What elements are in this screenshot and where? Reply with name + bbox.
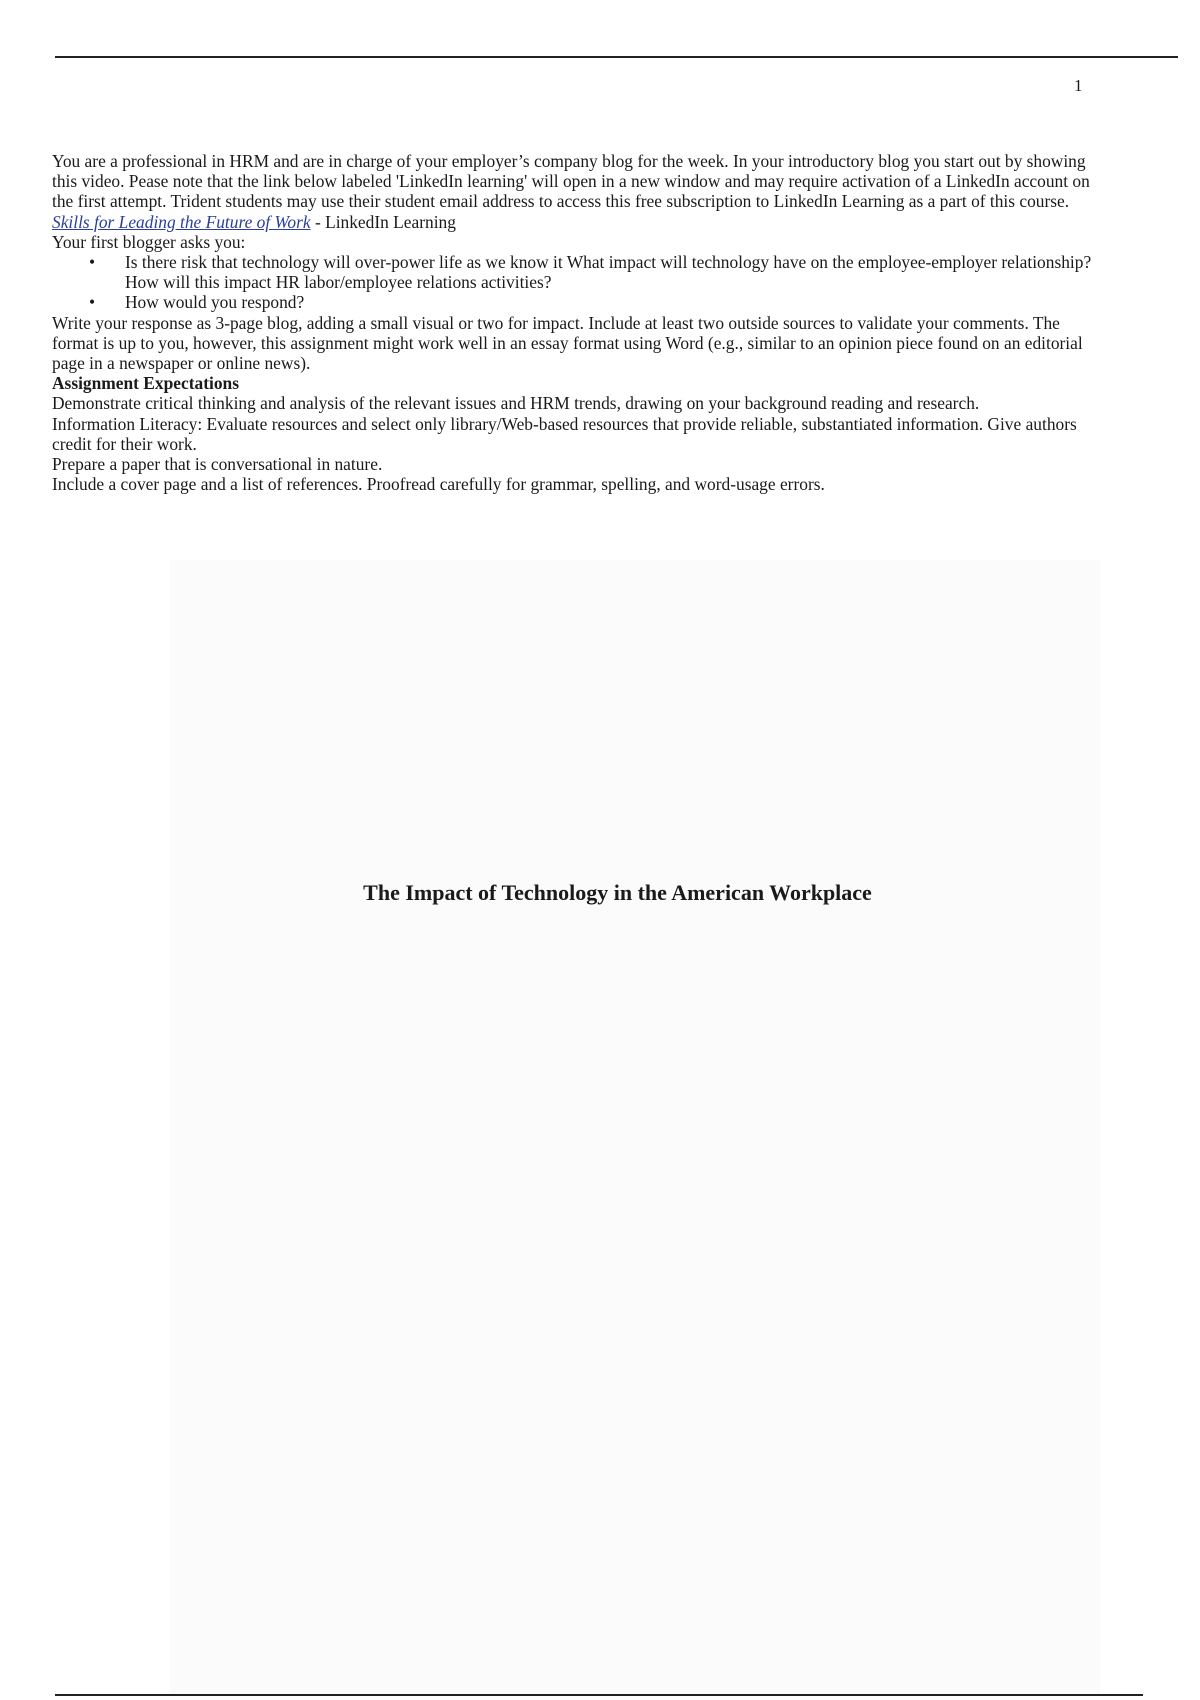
link-suffix: - LinkedIn Learning [310, 211, 456, 232]
bottom-divider [55, 1694, 1143, 1696]
linkedin-video-link[interactable]: Skills for Leading the Future of Work [52, 211, 311, 232]
intro-paragraph: You are a professional in HRM and are in charge of your employer’s company blog for the week. In your introductory blog you start out by showing this video. Pease note that the link below labeled 'LinkedIn learning' will open in a new window and may require activation of a LinkedIn account on the first attempt. Trident students may use their student email address to access this free subscription to LinkedIn Learning as a part of this course. [52, 151, 1090, 212]
page-number: 1 [1074, 76, 1083, 95]
paper-title: The Impact of Technology in the American Workplace [363, 880, 872, 905]
expectation-conversational: Prepare a paper that is conversational in nature. [52, 454, 383, 475]
question-list [52, 252, 1097, 313]
list-item: • Is there risk that technology will over-power life as we know it What impact will technology have on the employee-employer relationship? How will this impact HR labor/employee relations activities? [52, 252, 1097, 292]
list-item: • How would you respond? [52, 292, 1097, 312]
assignment-body [52, 151, 1097, 494]
blogger-question-intro: Your first blogger asks you: [52, 231, 246, 252]
expectation-cover-page: Include a cover page and a list of references. Proofread carefully for grammar, spelling, and word-usage errors. [52, 474, 825, 495]
expectation-information-literacy: Information Literacy: Evaluate resources and select only library/Web-based resources that provide reliable, substantiated information. Give authors credit for their work. [52, 413, 1077, 454]
instructions-paragraph: Write your response as 3-page blog, adding a small visual or two for impact. Include at least two outside sources to validate your comments. The format is up to you, however, this assignment might work well in an essay format using Word (e.g., similar to an opinion piece found on an editorial page in a newspaper or online news). [52, 312, 1083, 374]
top-divider [55, 56, 1178, 58]
video-link-line [52, 212, 1097, 232]
expectations-heading: Assignment Expectations [52, 373, 239, 394]
expectation-critical-thinking: Demonstrate critical thinking and analysis of the relevant issues and HRM trends, drawing on your background reading and research. [52, 393, 980, 414]
page-background [170, 560, 1100, 1695]
